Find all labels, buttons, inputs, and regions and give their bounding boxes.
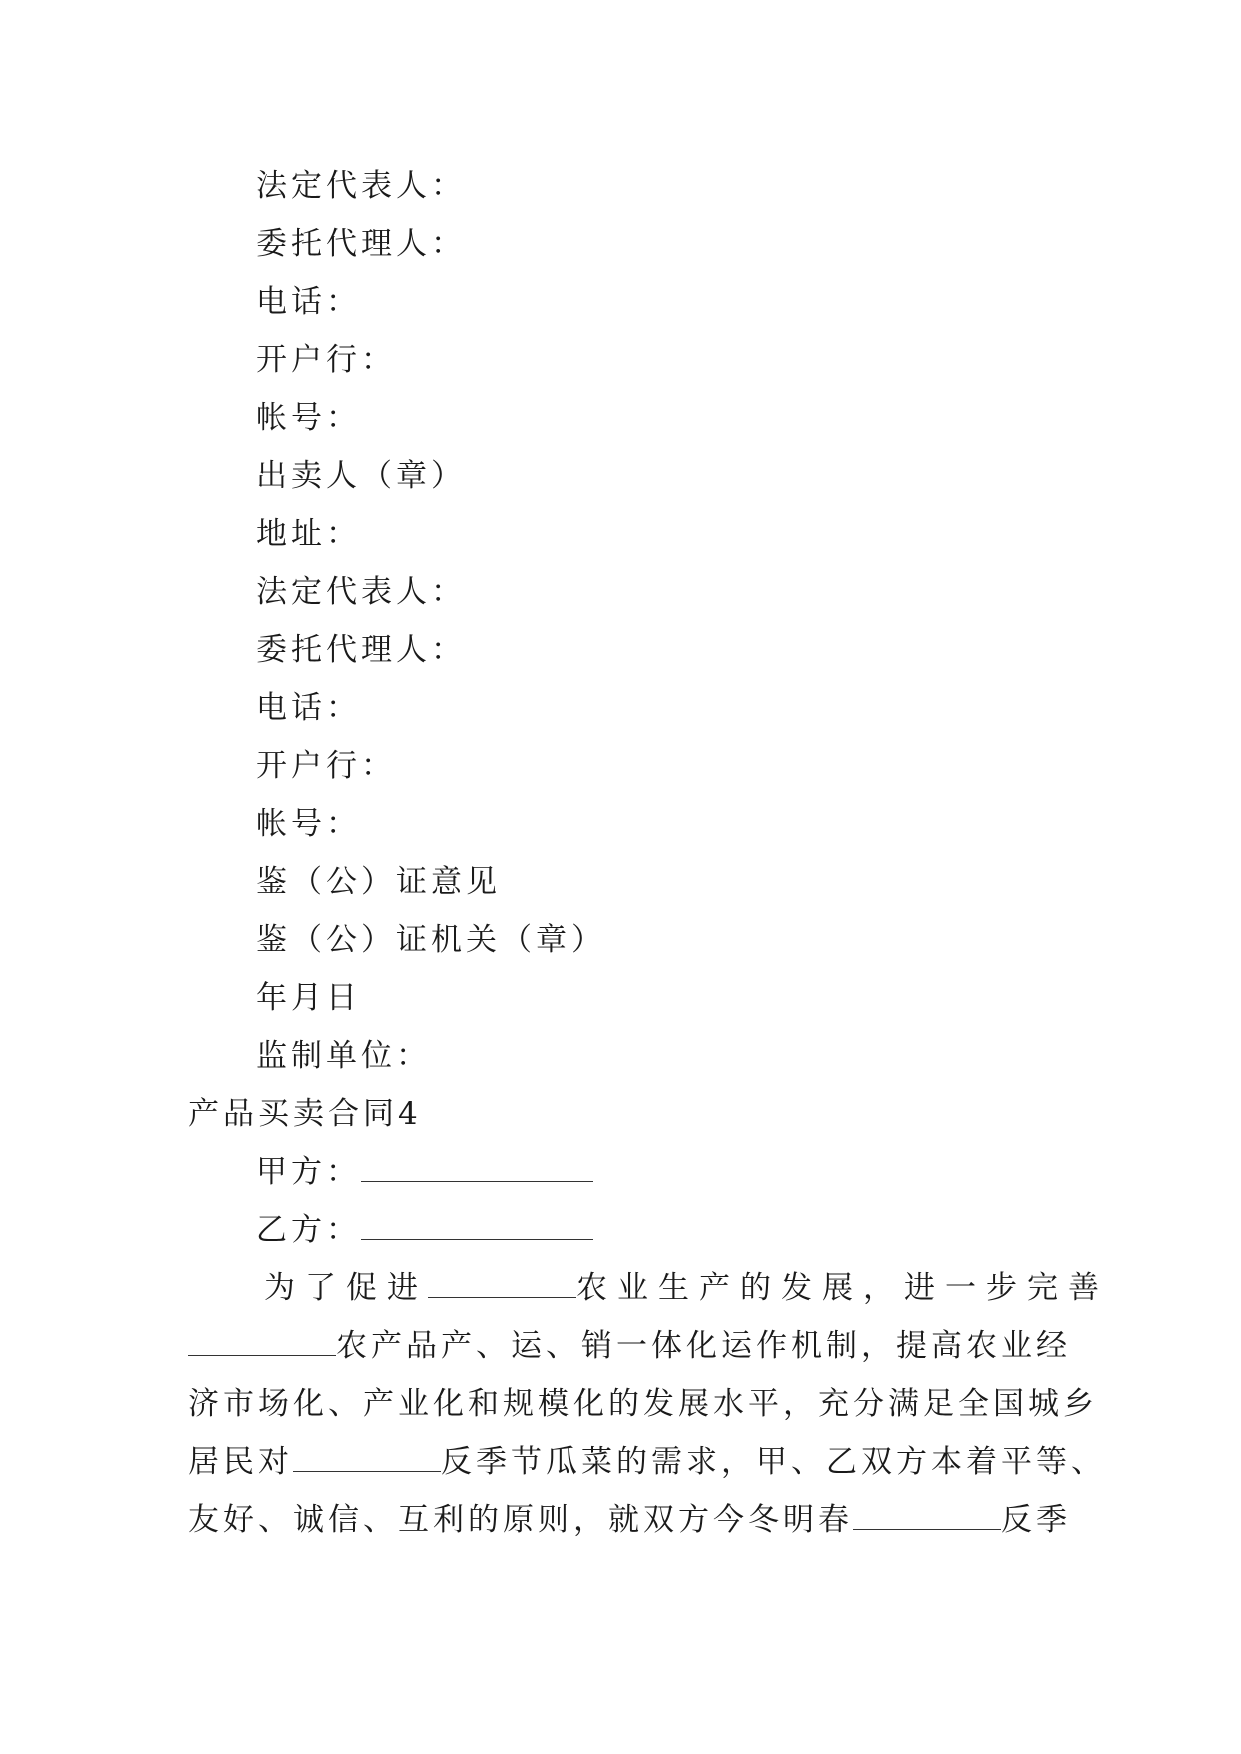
para-l1-a: 为了促进 (264, 1270, 428, 1306)
buyer-account: 帐号： (256, 400, 361, 436)
notary-office: 鉴（公）证机关（章） (256, 922, 606, 958)
buyer-bank: 开户行： (256, 342, 396, 378)
party-b-label: 乙方： (256, 1212, 361, 1248)
seller-bank: 开户行： (256, 748, 396, 784)
seller-account: 帐号： (256, 806, 361, 842)
para-l5-b: 反季 (1001, 1502, 1071, 1538)
para-line-4 (188, 1442, 1106, 1482)
buyer-phone: 电话： (256, 284, 361, 320)
contract-title: 产品买卖合同4 (188, 1096, 422, 1132)
para-l5-blank (853, 1501, 1001, 1530)
party-b-blank (361, 1211, 593, 1240)
para-l1-blank (428, 1269, 576, 1298)
seller-title: 出卖人（章） (256, 458, 466, 494)
para-l5-a: 友好、诚信、互利的原则，就双方今冬明春 (188, 1502, 853, 1538)
buyer-agent: 委托代理人： (256, 226, 466, 262)
party-a-line (256, 1152, 593, 1192)
para-line-3: 济市场化、产业化和规模化的发展水平，充分满足全国城乡 (188, 1386, 1098, 1422)
seller-phone: 电话： (256, 690, 361, 726)
buyer-legal-rep: 法定代表人： (256, 168, 466, 204)
notary-opinion: 鉴（公）证意见 (256, 864, 501, 900)
seller-legal-rep: 法定代表人： (256, 574, 466, 610)
para-line-5 (188, 1500, 1071, 1540)
para-l4-a: 居民对 (188, 1444, 293, 1480)
para-l2-blank (188, 1327, 336, 1356)
seller-address: 地址： (256, 516, 361, 552)
seller-agent: 委托代理人： (256, 632, 466, 668)
para-l2-text: 农产品产、运、销一体化运作机制，提高农业经 (336, 1328, 1071, 1364)
para-l4-b: 反季节瓜菜的需求，甲、乙双方本着平等、 (441, 1444, 1106, 1480)
supervisor: 监制单位： (256, 1038, 431, 1074)
para-l4-blank (293, 1443, 441, 1472)
party-a-blank (361, 1153, 593, 1182)
party-a-label: 甲方： (256, 1154, 361, 1190)
para-l1-b: 农业生产的发展，进一步完善 (576, 1270, 1109, 1306)
para-line-1 (264, 1268, 1109, 1308)
party-b-line (256, 1210, 593, 1250)
signature-date: 年月日 (256, 980, 361, 1016)
para-line-2 (188, 1326, 1071, 1366)
